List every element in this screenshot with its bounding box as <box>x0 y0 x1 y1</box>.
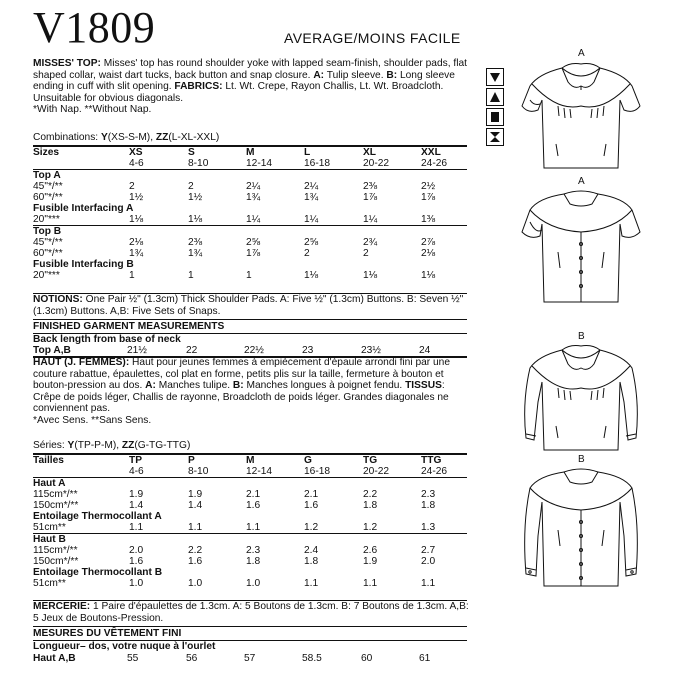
cell-value: 1.8 <box>246 556 261 567</box>
combo-zz-sizes: (L-XL-XXL) <box>168 132 220 143</box>
size-header-row <box>33 455 473 466</box>
view-a-label: A: <box>313 69 325 81</box>
size-number: 16-18 <box>304 466 331 477</box>
cell-value: 2 <box>304 248 310 259</box>
combo-zz-sizes: (G-TG-TTG) <box>134 440 191 451</box>
fusible-a-20-row <box>33 214 473 225</box>
entoilage-a-heading-label: Entoilage Thermocollant A <box>33 511 162 522</box>
bowtie-icon <box>486 128 504 146</box>
haut-b-150-row <box>33 556 473 567</box>
up-triangle-icon <box>486 88 504 106</box>
cell-value: 1.0 <box>188 578 203 589</box>
size-number: 24-26 <box>421 158 448 169</box>
size-code: S <box>188 147 195 158</box>
view-b-desc: Long sleeve ending in cuff with slit opening. <box>33 69 455 93</box>
cell-value: 1.9 <box>129 489 144 500</box>
finished-measurements-title: FINISHED GARMENT MEASUREMENTS <box>33 321 225 332</box>
back-length-value: 22 <box>186 345 198 356</box>
size-number: 4-6 <box>129 466 144 477</box>
haut-b-heading-label: Haut B <box>33 534 66 545</box>
view-a-desc: Manches tulipe. <box>155 380 233 392</box>
combinations-label: Séries: <box>33 440 68 451</box>
cell-value: 1.1 <box>363 578 378 589</box>
view-label-a: A <box>578 48 585 59</box>
cell-value: 1⅛ <box>129 214 144 225</box>
notions <box>33 294 469 317</box>
cell-value: 1½ <box>188 192 203 203</box>
size-number: 8-10 <box>188 158 209 169</box>
back-length-value: 23 <box>302 345 314 356</box>
size-number-row <box>33 158 473 169</box>
cell-value: 1.3 <box>421 522 436 533</box>
fusible-b-20-row-label: 20"*** <box>33 270 60 281</box>
fusible-b-heading-label: Fusible Interfacing B <box>33 259 134 270</box>
cell-value: 2⅜ <box>188 237 203 248</box>
cell-value: 1 <box>129 270 135 281</box>
cell-value: 1¾ <box>304 192 319 203</box>
view-a-back-illustration <box>518 188 644 308</box>
size-header-row <box>33 147 473 158</box>
size-code: G <box>304 455 312 466</box>
haut-b-115-row-label: 115cm*/** <box>33 545 78 556</box>
back-length-value: 58.5 <box>302 653 322 664</box>
haut-a-150-row <box>33 500 473 511</box>
cell-value: 1.9 <box>363 556 378 567</box>
fusible-b-heading <box>33 259 473 270</box>
back-length-label: Back length from base of neck <box>33 334 181 345</box>
haut-b-heading <box>33 534 473 545</box>
description-lead: MISSES' TOP: <box>33 58 101 69</box>
french-description <box>33 357 473 427</box>
combinations-line <box>33 132 469 144</box>
cell-value: 1¾ <box>188 248 203 259</box>
cell-value: 1.6 <box>304 500 319 511</box>
cell-value: 1 <box>246 270 252 281</box>
notions-label: MERCERIE: <box>33 601 91 612</box>
cell-value: 2.0 <box>421 556 436 567</box>
cell-value: 2¾ <box>363 237 378 248</box>
haut-a-heading <box>33 478 473 489</box>
description-lead: HAUT (J. FEMMES): <box>33 357 130 368</box>
top-a-45-row-label: 45"*/** <box>33 181 63 192</box>
cell-value: 1.6 <box>246 500 261 511</box>
cell-value: 1⅛ <box>363 270 378 281</box>
top-b-60-row-label: 60"*/** <box>33 248 63 259</box>
size-number: 12-14 <box>246 158 273 169</box>
size-code: TP <box>129 455 143 466</box>
back-length-value: 21½ <box>127 345 147 356</box>
cell-value: 1.1 <box>304 578 319 589</box>
view-a-desc: Tulip sleeve. <box>324 69 387 81</box>
top-b-45-row <box>33 237 473 248</box>
sizes-label: Sizes <box>33 147 60 158</box>
difficulty-level: AVERAGE/MOINS FACILE <box>284 30 461 46</box>
cell-value: 1⅛ <box>188 214 203 225</box>
cell-value: 1⅛ <box>304 270 319 281</box>
fusible-a-20-row-label: 20"*** <box>33 214 60 225</box>
cell-value: 1¼ <box>363 214 378 225</box>
cell-value: 2.2 <box>363 489 378 500</box>
pattern-number: V1809 <box>33 3 156 52</box>
fusible-a-heading <box>33 203 473 214</box>
entoilage-a-51-row-label: 51cm** <box>33 522 66 533</box>
back-length-value: 22½ <box>244 345 264 356</box>
cell-value: 1⅞ <box>363 192 378 203</box>
cell-value: 1¼ <box>246 214 261 225</box>
divider <box>33 319 467 320</box>
back-length-value: 23½ <box>361 345 381 356</box>
fusible-a-heading-label: Fusible Interfacing A <box>33 203 134 214</box>
top-b-heading-label: Top B <box>33 226 62 237</box>
view-label-b-back: B <box>578 454 585 465</box>
fabrics-label: TISSUS <box>405 380 442 392</box>
back-length-value: 24 <box>419 345 431 356</box>
entoilage-a-51-row <box>33 522 473 533</box>
haut-a-115-row-label: 115cm*/** <box>33 489 78 500</box>
size-number: 20-22 <box>363 466 390 477</box>
sizes-label: Tailles <box>33 455 64 466</box>
cell-value: 1⅛ <box>421 270 436 281</box>
top-a-60-row-label: 60"*/** <box>33 192 63 203</box>
cell-value: 1½ <box>129 192 144 203</box>
combinations-label: Combinations: <box>33 132 101 143</box>
size-number: 16-18 <box>304 158 331 169</box>
view-a-label: A: <box>145 380 156 392</box>
fabrics-label: FABRICS: <box>174 81 223 93</box>
size-code: L <box>304 147 311 158</box>
cell-value: 1¼ <box>304 214 319 225</box>
entoilage-a-heading <box>33 511 473 522</box>
size-number: 24-26 <box>421 466 448 477</box>
combo-y-sizes: (TP-P-M), <box>74 440 122 451</box>
cell-value: 2.6 <box>363 545 378 556</box>
size-number: 12-14 <box>246 466 273 477</box>
size-number: 4-6 <box>129 158 144 169</box>
divider <box>33 626 467 627</box>
fabrics-text: Lt. Wt. Crepe, Rayon Challis, Lt. Wt. Broadcloth. Unsuitable for obvious diagonals. <box>33 81 444 104</box>
size-number: 20-22 <box>363 158 390 169</box>
back-length-value: 57 <box>244 653 256 664</box>
entoilage-b-heading-label: Entoilage Thermocollant B <box>33 567 163 578</box>
cell-value: 2 <box>129 181 135 192</box>
size-code: P <box>188 455 195 466</box>
cell-value: 2 <box>363 248 369 259</box>
haut-b-150-row-label: 150cm*/** <box>33 556 79 567</box>
series-line <box>33 440 469 452</box>
cell-value: 1⅞ <box>421 192 436 203</box>
top-b-60-row <box>33 248 473 259</box>
combo-y-sizes: (XS-S-M), <box>107 132 156 143</box>
cell-value: 2⅜ <box>363 181 378 192</box>
top-a-heading-label: Top A <box>33 170 61 181</box>
cell-value: 2½ <box>421 181 436 192</box>
cell-value: 2.0 <box>129 545 144 556</box>
cell-value: 2 <box>188 181 194 192</box>
combo-zz: ZZ <box>121 440 135 451</box>
top-ab-label: Haut A,B <box>33 653 76 664</box>
cell-value: 1.4 <box>129 500 144 511</box>
cell-value: 1 <box>188 270 194 281</box>
cell-value: 1¾ <box>129 248 144 259</box>
size-number-row <box>33 466 473 477</box>
haut-b-115-row <box>33 545 473 556</box>
back-length-row <box>33 653 473 664</box>
haut-a-heading-label: Haut A <box>33 478 66 489</box>
entoilage-b-51-row <box>33 578 473 589</box>
cell-value: 1.0 <box>129 578 144 589</box>
cell-value: 1⅜ <box>421 214 436 225</box>
notions-text: One Pair ½" (1.3cm) Thick Shoulder Pads. A: Five ½" (1.3cm) Buttons. B: Seven ½" (1.3cm) Buttons. A,B: Five Sets of Snaps. <box>33 294 464 317</box>
cell-value: 2.2 <box>188 545 203 556</box>
cell-value: 2.1 <box>246 489 261 500</box>
combo-zz: ZZ <box>155 132 169 143</box>
view-label-a-back: A <box>578 176 585 187</box>
size-code: M <box>246 455 255 466</box>
size-code: TG <box>363 455 378 466</box>
layout-symbols <box>486 68 504 148</box>
back-length-value: 60 <box>361 653 373 664</box>
cell-value: 2⅛ <box>421 248 436 259</box>
cell-value: 2.7 <box>421 545 436 556</box>
english-description <box>33 58 473 116</box>
description-text: Haut pour jeunes femmes à empiècement d'épaule arrondi fini par une couture rabattue, épaulettes, col plat en forme, petits plis sur la taille, fermeture à bouton et bouton-pression au dos. <box>33 357 450 392</box>
cell-value: 1.1 <box>129 522 144 533</box>
view-b-label: B: <box>232 380 244 392</box>
cell-value: 2⅝ <box>246 237 261 248</box>
back-length-row <box>33 345 473 356</box>
cell-value: 2.4 <box>304 545 319 556</box>
cell-value: 1.1 <box>246 522 261 533</box>
cell-value: 1.1 <box>188 522 203 533</box>
size-code: TTG <box>421 455 442 466</box>
cell-value: 1.1 <box>421 578 436 589</box>
view-b-front-illustration <box>518 342 644 454</box>
haut-a-115-row <box>33 489 473 500</box>
back-length-value: 55 <box>127 653 139 664</box>
size-code: XXL <box>421 147 441 158</box>
mercerie <box>33 601 469 624</box>
top-ab-label: Top A,B <box>33 345 71 356</box>
cell-value: 1.6 <box>188 556 203 567</box>
size-code: XL <box>363 147 377 158</box>
back-length-value: 61 <box>419 653 431 664</box>
top-b-45-row-label: 45"*/** <box>33 237 63 248</box>
size-number: 8-10 <box>188 466 209 477</box>
solid-square-icon <box>486 108 504 126</box>
cell-value: 2⅝ <box>304 237 319 248</box>
view-label-b: B <box>578 331 585 342</box>
combo-y: Y <box>67 440 75 451</box>
cell-value: 2⅞ <box>421 237 436 248</box>
cell-value: 1.2 <box>363 522 378 533</box>
top-b-heading <box>33 226 473 237</box>
top-a-heading <box>33 170 473 181</box>
cell-value: 1.8 <box>421 500 436 511</box>
combo-y: Y <box>100 132 108 143</box>
size-code: XS <box>129 147 143 158</box>
view-b-back-illustration <box>518 466 644 590</box>
notions-label: NOTIONS: <box>33 294 83 305</box>
haut-a-150-row-label: 150cm*/** <box>33 500 79 511</box>
view-b-label: B: <box>386 69 398 81</box>
top-a-60-row <box>33 192 473 203</box>
down-triangle-icon <box>486 68 504 86</box>
top-a-45-row <box>33 181 473 192</box>
cell-value: 1.0 <box>246 578 261 589</box>
fabrics-text: : Crêpe de poids léger, Challis de rayonne, Broadcloth de poids léger. Grandes diagonales ne conviennent pas. <box>33 380 449 415</box>
cell-value: 2¼ <box>304 181 319 192</box>
cell-value: 1⅞ <box>246 248 261 259</box>
entoilage-b-51-row-label: 51cm** <box>33 578 66 589</box>
back-length-value: 56 <box>186 653 198 664</box>
cell-value: 1.4 <box>188 500 203 511</box>
cell-value: 2.3 <box>246 545 261 556</box>
cell-value: 1.8 <box>363 500 378 511</box>
finished-measurements-title: MESURES DU VÊTEMENT FINI <box>33 628 182 639</box>
view-b-desc: Manches longues à poignet fendu. <box>243 380 406 392</box>
nap-note: *Avec Sens. **Sans Sens. <box>33 414 152 426</box>
notions-text: 1 Paire d'épaulettes de 1.3cm. A: 5 Boutons de 1.3cm. B: 7 Boutons de 1.3cm. A,B: 5 Jeux de Boutons-Pression. <box>33 601 469 624</box>
cell-value: 2.1 <box>304 489 319 500</box>
cell-value: 1.9 <box>188 489 203 500</box>
cell-value: 1.6 <box>129 556 144 567</box>
cell-value: 1¾ <box>246 192 261 203</box>
entoilage-b-heading <box>33 567 473 578</box>
cell-value: 2.3 <box>421 489 436 500</box>
cell-value: 2⅛ <box>129 237 144 248</box>
fusible-b-20-row <box>33 270 473 281</box>
view-a-front-illustration <box>518 60 644 175</box>
nap-note: *With Nap. **Without Nap. <box>33 104 152 116</box>
cell-value: 1.2 <box>304 522 319 533</box>
cell-value: 2¼ <box>246 181 261 192</box>
back-length-label: Longueur– dos, votre nuque à l'ourlet <box>33 641 216 652</box>
cell-value: 1.8 <box>304 556 319 567</box>
description-text: Misses' top has round shoulder yoke with lapped seam-finish, shoulder pads, flat shaped collar, waist dart tucks, back button and snap closure. <box>33 58 467 81</box>
size-code: M <box>246 147 255 158</box>
